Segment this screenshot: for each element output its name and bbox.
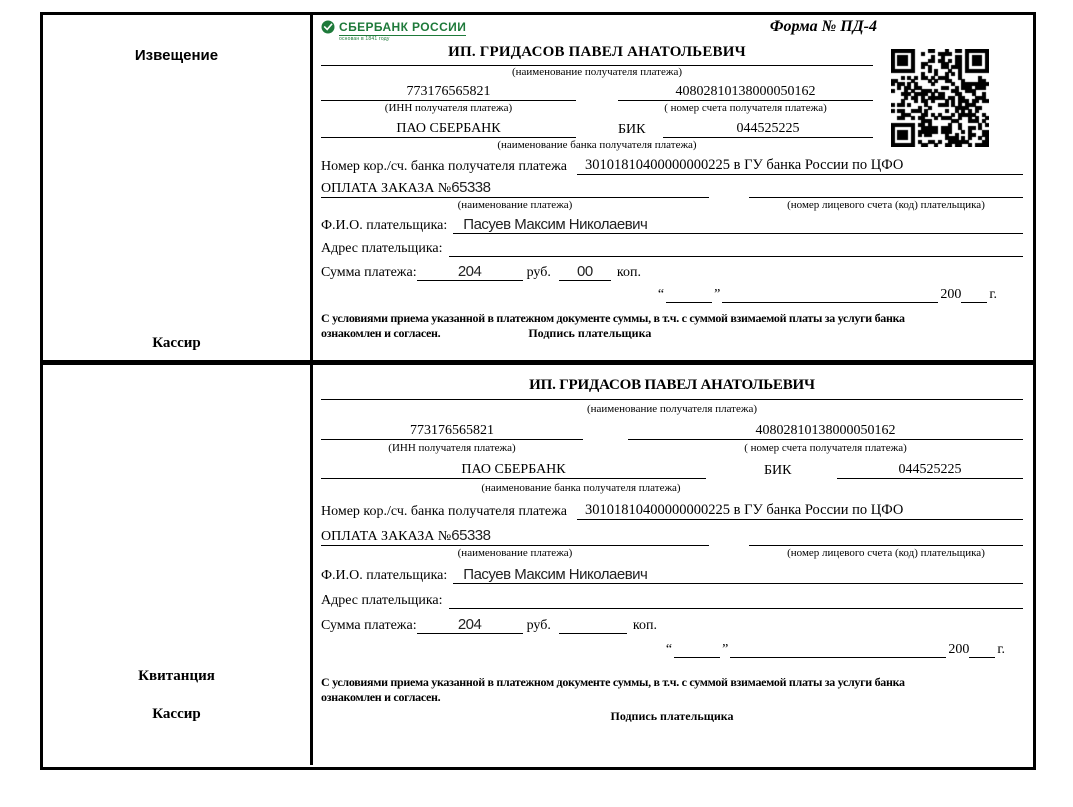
account-value: 40802810138000050162 xyxy=(628,423,1023,440)
inn-value: 773176565821 xyxy=(321,84,576,101)
sum-label: Сумма платежа: xyxy=(321,618,417,633)
signature-label: Подпись плательщика xyxy=(610,709,734,724)
payer-name-value: Пасуев Максим Николаевич xyxy=(453,216,1023,234)
payer-address-label: Адрес плательщика: xyxy=(321,241,443,256)
receipt-body xyxy=(313,365,1033,765)
bank-name-value: ПАО СБЕРБАНК xyxy=(321,121,576,138)
year-prefix: 200 xyxy=(948,642,970,657)
year-prefix: 200 xyxy=(940,287,962,302)
payment-name-prefix: ОПЛАТА ЗАКАЗА № xyxy=(321,181,452,196)
order-number: 65338 xyxy=(451,179,491,196)
recipient-caption: (наименование получателя платежа) xyxy=(586,403,758,415)
corr-account-label: Номер кор./сч. банка получателя платежа xyxy=(321,159,567,174)
agreement-text-2: ознакомлен и согласен. xyxy=(321,690,441,705)
account-value: 40802810138000050162 xyxy=(618,84,873,101)
payment-name-line xyxy=(321,527,709,546)
payment-caption: (наименование платежа) xyxy=(457,199,573,211)
recipient-name: ИП. ГРИДАСОВ ПАВЕЛ АНАТОЛЬЕВИЧ xyxy=(321,377,1023,400)
order-number: 65338 xyxy=(451,527,491,544)
corr-account-value: 30101810400000000225 в ГУ банка России по ЦФО xyxy=(577,502,1023,520)
cashier-label: Кассир xyxy=(152,335,201,351)
cashier-label: Кассир xyxy=(152,706,201,722)
notice-header xyxy=(321,18,1023,44)
recipient-name: ИП. ГРИДАСОВ ПАВЕЛ АНАТОЛЬЕВИЧ xyxy=(321,44,873,66)
date-month-blank xyxy=(722,286,938,303)
bik-value: 044525225 xyxy=(663,121,873,138)
year-blank xyxy=(969,641,995,658)
sberbank-emblem-icon xyxy=(321,20,335,34)
payer-address-label: Адрес плательщика: xyxy=(321,593,443,608)
inn-caption: (ИНН получателя платежа) xyxy=(384,102,513,114)
inn-caption: (ИНН получателя платежа) xyxy=(388,442,516,454)
inn-value: 773176565821 xyxy=(321,423,583,440)
amount-kop-blank xyxy=(559,633,627,634)
bik-label: БИК xyxy=(618,122,646,137)
bik-label: БИК xyxy=(764,463,792,478)
notice-section xyxy=(43,15,1033,365)
corr-account-label: Номер кор./сч. банка получателя платежа xyxy=(321,504,567,519)
payer-address-blank xyxy=(449,239,1023,257)
rub-label: руб. xyxy=(526,618,551,633)
personal-account-caption: (номер лицевого счета (код) плательщика) xyxy=(787,547,985,559)
date-month-blank xyxy=(730,641,946,658)
quote-open: “ xyxy=(665,642,673,657)
payer-name-label: Ф.И.О. плательщика: xyxy=(321,568,448,583)
form-number: Форма № ПД-4 xyxy=(769,18,877,35)
quote-open: “ xyxy=(657,287,665,302)
bank-name-value: ПАО СБЕРБАНК xyxy=(321,462,706,479)
account-caption: ( номер счета получателя платежа) xyxy=(664,102,827,114)
sberbank-logo xyxy=(321,20,466,42)
rub-label: руб. xyxy=(526,265,551,280)
receipt-label: Квитанция xyxy=(138,668,215,684)
qr-code xyxy=(891,49,989,147)
personal-account-blank xyxy=(749,179,1023,198)
sberbank-logo-tagline: основан в 1841 году xyxy=(339,36,390,42)
date-line xyxy=(321,286,1023,303)
payment-name-line xyxy=(321,179,709,198)
personal-account-blank xyxy=(749,527,1023,546)
agreement-text: С условиями приема указанной в платежном документе суммы, в т.ч. с суммой взимаемой платы за услуги банка xyxy=(321,675,905,689)
year-suffix: г. xyxy=(989,287,997,302)
receipt-section xyxy=(43,365,1033,765)
year-blank xyxy=(961,286,987,303)
payment-name-prefix: ОПЛАТА ЗАКАЗА № xyxy=(321,529,452,544)
sberbank-logo-text: СБЕРБАНК РОССИИ xyxy=(339,20,467,34)
notice-label: Извещение xyxy=(134,47,219,64)
date-line xyxy=(321,641,1023,658)
date-day-blank xyxy=(666,286,712,303)
payer-name-label: Ф.И.О. плательщика: xyxy=(321,218,448,233)
agreement-text-2: ознакомлен и согласен. xyxy=(321,326,441,341)
corr-account-value: 30101810400000000225 в ГУ банка России по ЦФО xyxy=(577,157,1023,175)
payment-caption: (наименование платежа) xyxy=(457,547,573,559)
notice-left-cell xyxy=(43,15,313,360)
kop-label: коп. xyxy=(632,618,657,633)
personal-account-caption: (номер лицевого счета (код) плательщика) xyxy=(787,199,985,211)
year-suffix: г. xyxy=(997,642,1005,657)
bank-caption: (наименование банка получателя платежа) xyxy=(497,139,697,151)
payer-name-value: Пасуев Максим Николаевич xyxy=(453,566,1023,584)
amount-kop-value: 00 xyxy=(559,263,611,281)
date-day-blank xyxy=(674,641,720,658)
payment-form-pd4 xyxy=(40,12,1036,770)
quote-close: ” xyxy=(722,642,729,657)
sum-label: Сумма платежа: xyxy=(321,265,417,280)
amount-rub-value: 204 xyxy=(417,263,523,281)
amount-rub-value: 204 xyxy=(417,616,523,634)
bank-caption: (наименование банка получателя платежа) xyxy=(481,482,681,494)
agreement-text: С условиями приема указанной в платежном документе суммы, в т.ч. с суммой взимаемой платы за услуги банка xyxy=(321,311,905,325)
notice-body xyxy=(313,15,1033,360)
signature-label: Подпись плательщика xyxy=(528,326,652,341)
quote-close: ” xyxy=(714,287,721,302)
payer-address-blank xyxy=(449,591,1023,609)
recipient-caption: (наименование получателя платежа) xyxy=(511,66,683,78)
bik-value: 044525225 xyxy=(837,462,1023,479)
receipt-left-cell xyxy=(43,365,313,765)
kop-label: коп. xyxy=(616,265,641,280)
account-caption: ( номер счета получателя платежа) xyxy=(744,442,907,454)
